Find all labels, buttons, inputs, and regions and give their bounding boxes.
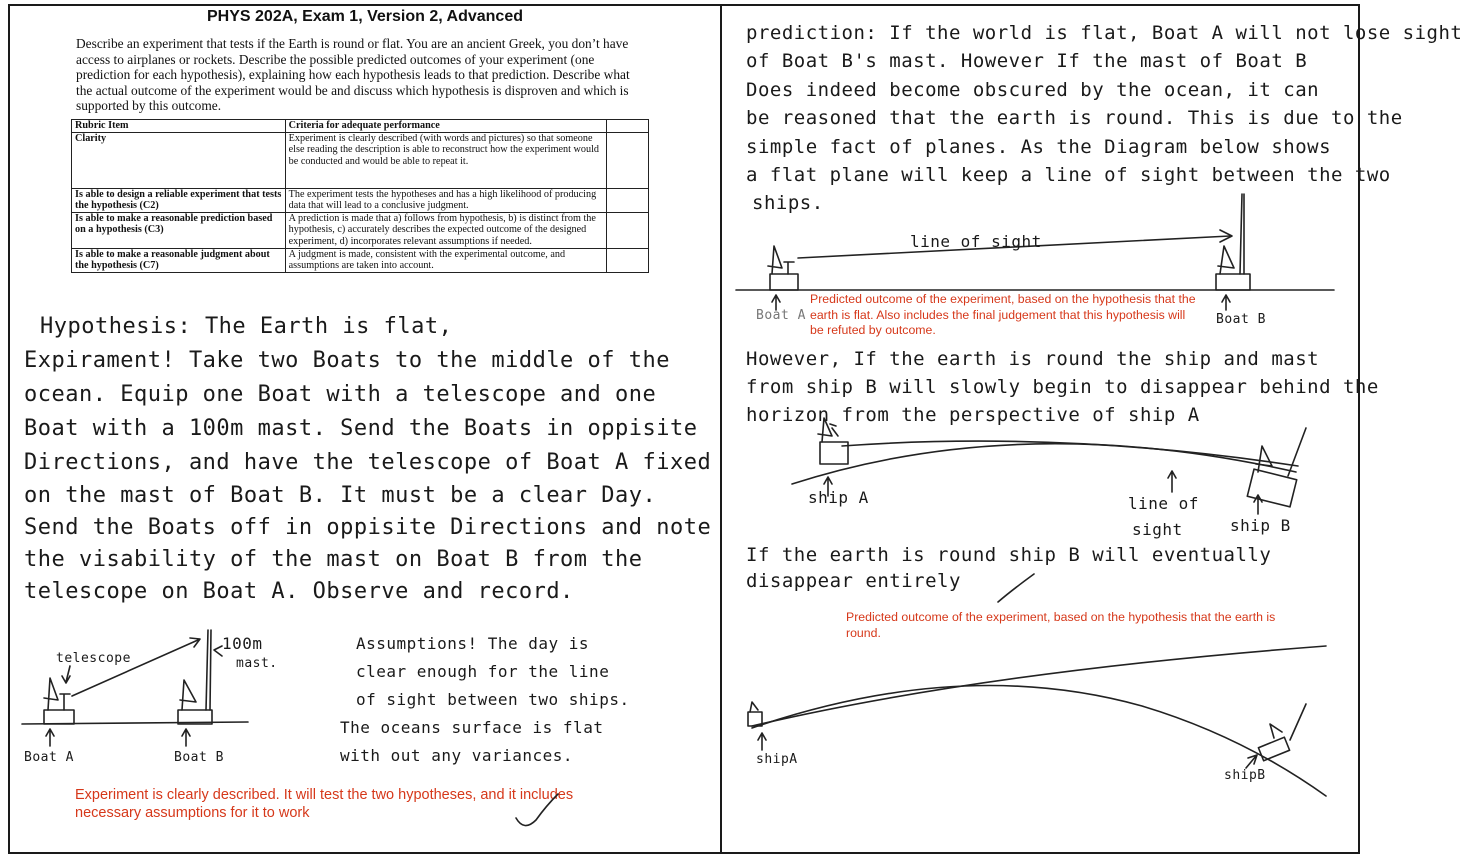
sight-tangent-line — [752, 646, 1326, 726]
hypothesis-line: Hypothesis: The Earth is flat, — [40, 314, 453, 339]
line-of-label: line of — [1128, 494, 1199, 513]
prediction-line: ships. — [752, 192, 824, 214]
exam-prompt: Describe an experiment that tests if the Earth is round or flat. You are an ancient Greek, you don’t have access to airplanes or rockets. Describe the possible predicted outcomes of your experiment (one prediction for each hypothesis), explaining how each hypothesis leads to that prediction. Describe what the actual outcome of the experiment would be and discuss which hypothesis is disproven and which is supported by this outcome. — [76, 36, 630, 114]
rubric-criteria: A prediction is made that a) follows from hypothesis, b) is distinct from the hypothesis, c) accurately describes the expected outcome of the designed experiment, d) incorporates relevant assumptions if needed. — [285, 212, 606, 248]
ship-a-label: shipA — [756, 752, 798, 767]
answer-line: Directions, and have the telescope of Boat A fixed — [24, 450, 712, 475]
telescope-label: telescope — [56, 651, 131, 666]
prediction-line: Does indeed become obscured by the ocean, it can — [746, 79, 1320, 101]
boat-a-label: Boat A — [756, 308, 806, 323]
prediction-line: prediction: If the world is flat, Boat A will not lose sight — [746, 22, 1462, 44]
rubric-header-item: Rubric Item — [72, 120, 286, 133]
left-page — [10, 6, 720, 852]
round-earth-line: horizon from the perspective of ship A — [746, 404, 1200, 426]
ship-a-sail — [750, 702, 758, 712]
answer-line: on the mast of Boat B. It must be a clear Day. — [24, 483, 657, 508]
checkmark-icon — [516, 794, 558, 826]
boat-b-label: Boat B — [174, 750, 224, 765]
rubric-criteria: The experiment tests the hypotheses and has a high likelihood of producing data that will lead to a conclusive judgment. — [285, 188, 606, 212]
exam-title: PHYS 202A, Exam 1, Version 2, Advanced — [207, 8, 523, 25]
ship-a-label: ship A — [808, 488, 869, 507]
ship-b-hull — [1258, 737, 1289, 760]
rubric-item: Clarity — [72, 132, 286, 188]
round-earth-conclusion: disappear entirely — [746, 570, 961, 592]
answer-line: Send the Boats off in oppisite Directions and note — [24, 515, 712, 540]
boat-a-label: Boat A — [24, 750, 74, 765]
ship-b-sail — [1270, 724, 1282, 738]
rubric-item: Is able to make a reasonable prediction based on a hypothesis (C3) — [72, 212, 286, 248]
assumptions-line: The oceans surface is flat — [340, 718, 604, 737]
prediction-line: be reasoned that the earth is round. This is due to the — [746, 107, 1403, 129]
grader-note-flat: Predicted outcome of the experiment, based on the hypothesis that the earth is flat. Also includes the final judgement that this hypothesis will be refuted by outcome. — [810, 292, 1196, 337]
prediction-line: simple fact of planes. As the Diagram below shows — [746, 136, 1332, 158]
grader-note-round: Predicted outcome of the experiment, based on the hypothesis that the earth is round. — [846, 610, 1276, 640]
answer-line: the visability of the mast on Boat B from the — [24, 547, 643, 572]
rubric-header-criteria: Criteria for adequate performance — [285, 120, 606, 133]
assumptions-line: with out any variances. — [340, 746, 574, 765]
round-earth-line: from ship B will slowly begin to disappear behind the — [746, 376, 1379, 398]
assumptions-line: Assumptions! The day is — [356, 634, 590, 653]
answer-line: telescope on Boat A. Observe and record. — [24, 579, 574, 604]
round-earth-conclusion: If the earth is round ship B will eventually — [746, 544, 1272, 566]
round-earth-line: However, If the earth is round the ship and mast — [746, 348, 1320, 370]
curvature-diagram — [722, 6, 1358, 852]
ship-b-pointer — [1246, 755, 1257, 768]
ship-a-pointer — [758, 733, 766, 750]
answer-line: ocean. Equip one Boat with a telescope and one — [24, 382, 657, 407]
rubric-criteria: A judgment is made, consistent with the experimental outcome, and assumptions are taken into account. — [285, 248, 606, 272]
boat-b-label: Boat B — [1216, 312, 1266, 327]
ship-b-label: shipB — [1224, 768, 1266, 783]
prediction-line: a flat plane will keep a line of sight between the two — [746, 164, 1391, 186]
rubric-item: Is able to design a reliable experiment that tests the hypothesis (C2) — [72, 188, 286, 212]
mast-label-2: mast. — [236, 656, 278, 671]
prediction-line: of Boat B's mast. However If the mast of Boat B — [746, 50, 1308, 72]
mast-label: 100m — [222, 634, 263, 653]
line-of-sight-label: line of sight — [910, 232, 1042, 251]
grader-note: Experiment is clearly described. It will test the two hypotheses, and it includes necessary assumptions for it to work — [75, 787, 574, 821]
ship-b-mast — [1290, 704, 1306, 740]
assumptions-line: of sight between two ships. — [356, 690, 630, 709]
answer-line: Boat with a 100m mast. Send the Boats in oppisite — [24, 416, 698, 441]
rubric-criteria: Experiment is clearly described (with words and pictures) so that someone else reading the description is able to reconstruct how the experiment would be conducted and would be able to repeat it. — [285, 132, 606, 188]
sight-label: sight — [1132, 520, 1183, 539]
answer-line: Expirament! Take two Boats to the middle of the — [24, 348, 671, 373]
grader-checkmark — [10, 6, 720, 852]
ship-b-label: ship B — [1230, 516, 1291, 535]
rubric-item: Is able to make a reasonable judgment about the hypothesis (C7) — [72, 248, 286, 272]
right-page — [722, 6, 1462, 852]
assumptions-line: clear enough for the line — [356, 662, 610, 681]
